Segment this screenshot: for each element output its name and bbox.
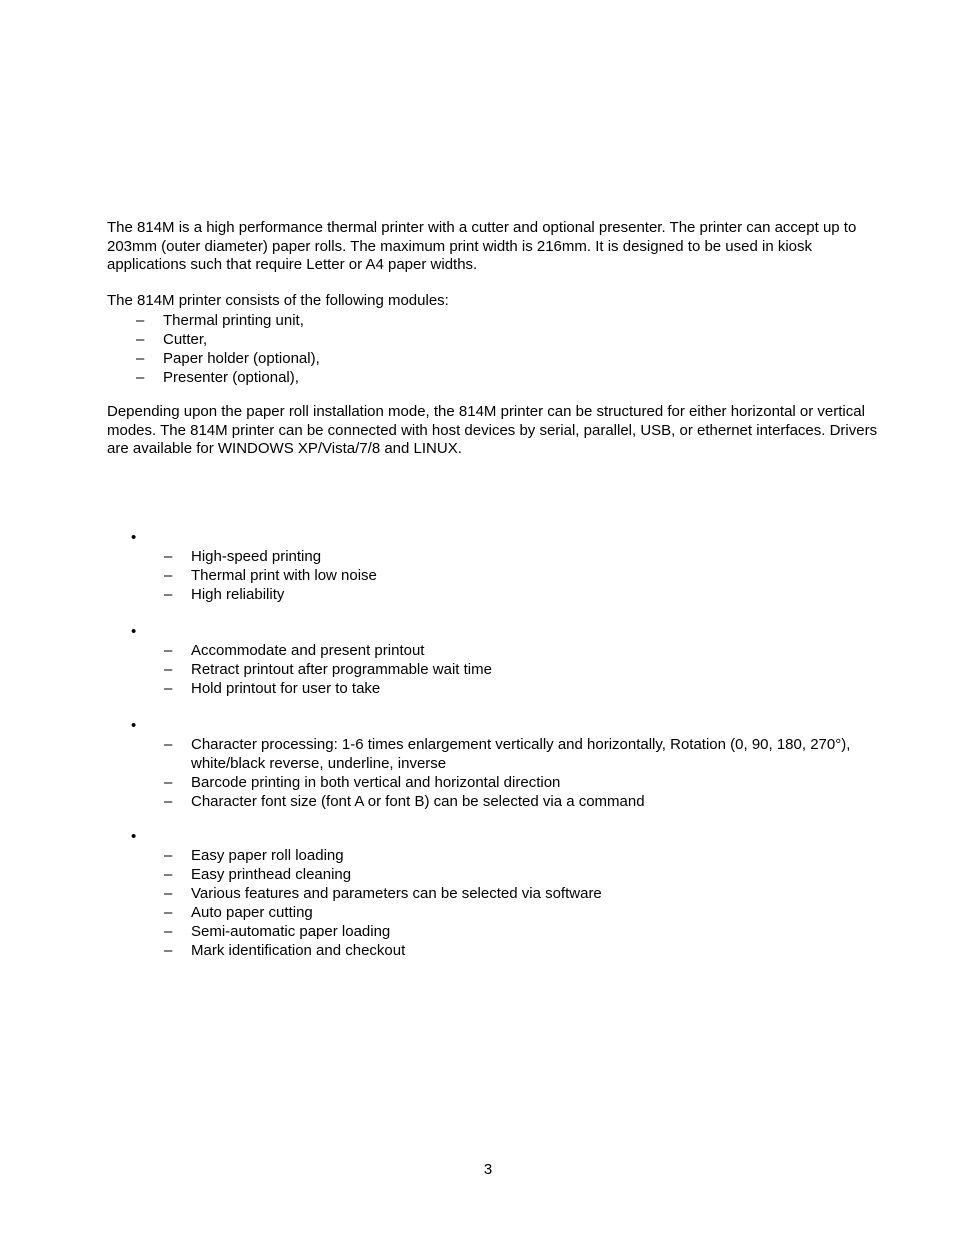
bullet-marker: • — [131, 529, 137, 546]
dash-marker: – — [164, 923, 173, 940]
bullet-marker: • — [131, 623, 137, 640]
feature-group-3 — [164, 735, 851, 811]
list-item: – Semi-automatic paper loading — [164, 923, 391, 940]
dash-marker: – — [164, 793, 173, 810]
list-item: – Auto paper cutting — [164, 904, 313, 921]
list-item: – High reliability — [164, 586, 285, 603]
dash-marker: – — [136, 312, 145, 329]
list-item: – Easy printhead cleaning — [164, 866, 352, 883]
list-item: – Presenter (optional), — [136, 369, 299, 386]
dash-marker: – — [164, 642, 173, 659]
modules-intro: The 814M printer consists of the following modules: — [107, 292, 449, 309]
dash-marker: – — [164, 866, 173, 883]
list-item: – Retract printout after programmable wait time — [164, 661, 492, 678]
modules-list — [136, 311, 863, 387]
dash-marker: – — [136, 331, 145, 348]
dash-marker: – — [164, 661, 173, 678]
list-item: – Easy paper roll loading — [164, 847, 344, 864]
dash-marker: – — [164, 736, 173, 753]
dash-marker: – — [164, 847, 173, 864]
dash-marker: – — [164, 904, 173, 921]
dash-marker: – — [136, 350, 145, 367]
dash-marker: – — [164, 942, 173, 959]
list-item: – Barcode printing in both vertical and horizontal direction — [164, 774, 561, 791]
list-item: – Thermal printing unit, — [136, 312, 304, 329]
feature-group-4 — [164, 846, 871, 960]
dash-marker: – — [164, 586, 173, 603]
list-item: – Mark identification and checkout — [164, 942, 406, 959]
list-item: – Hold printout for user to take — [164, 680, 381, 697]
list-item: – Character processing: 1-6 times enlargement vertically and horizontally, Rotation (0, 90, 180, 270°), white/black reverse, underline, inverse — [164, 736, 851, 772]
dash-marker: – — [164, 885, 173, 902]
dash-marker: – — [136, 369, 145, 386]
bullet-marker: • — [131, 828, 137, 845]
list-item: – Thermal print with low noise — [164, 567, 377, 584]
intro-paragraph: The 814M is a high performance thermal printer with a cutter and optional presenter. The printer can accept up to 203mm (outer diameter) paper rolls. The maximum print width is 216mm. It is designed to be used in kiosk applications such that require Letter or A4 paper widths. — [107, 219, 857, 273]
list-item: – Character font size (font A or font B) can be selected via a command — [164, 793, 645, 810]
list-item: – Accommodate and present printout — [164, 642, 425, 659]
list-item: – Cutter, — [136, 331, 208, 348]
dash-marker: – — [164, 567, 173, 584]
feature-group-1 — [164, 547, 871, 604]
list-item: – Paper holder (optional), — [136, 350, 320, 367]
list-item: – Various features and parameters can be selected via software — [164, 885, 602, 902]
dash-marker: – — [164, 548, 173, 565]
page-number: 3 — [483, 1161, 493, 1178]
dash-marker: – — [164, 774, 173, 791]
bullet-marker: • — [131, 717, 137, 734]
dash-marker: – — [164, 680, 173, 697]
list-item: – High-speed printing — [164, 548, 322, 565]
feature-group-2 — [164, 641, 871, 698]
structure-paragraph: Depending upon the paper roll installation mode, the 814M printer can be structured for either horizontal or vertical modes. The 814M printer can be connected with host devices by serial, parallel, USB, or ethernet interfaces. Drivers are available for WINDOWS XP/Vista/7/8 and LINUX. — [107, 403, 878, 457]
